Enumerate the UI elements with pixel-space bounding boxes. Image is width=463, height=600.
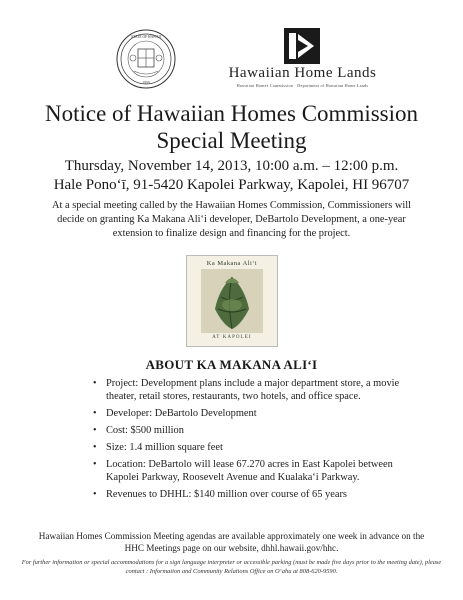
list-item (93, 488, 413, 501)
list-item-text: Revenues to DHHL: $140 million over course of 65 years (106, 489, 347, 501)
title-line-1: Notice of Hawaiian Homes Commission (44, 101, 419, 126)
list-item-text: Location: DeBartolo will lease 67.270 acres in East Kapolei between Kapolei Parkway, Roosevelt Avenue and Kualaka‘i Parkway. (106, 459, 393, 484)
project-logo-title: Ka Makana Ali‘i (206, 260, 258, 267)
intro-paragraph: At a special meeting called by the Hawaiian Homes Commission, Commissioners will decide on granting Ka Makana Ali‘i developer, DeBartolo Development, a one-year extension to finalize design and financing for the project. (52, 200, 411, 239)
title-line-2: Special Meeting (156, 128, 307, 153)
leaf-bundle-icon (201, 269, 263, 333)
org-name: Hawaiian Home Lands (228, 65, 377, 81)
agenda-note: Hawaiian Homes Commission Meeting agendas are available approximately one week in advance on the HHC Meetings page on our website, dhhl.hawaii.gov/hhc. (38, 531, 425, 553)
about-list (93, 377, 413, 505)
list-item (93, 441, 413, 454)
list-item (93, 377, 413, 404)
org-subtitle: Hawaiian Homes Commission · Department of Hawaiian Home Lands (236, 83, 369, 88)
svg-text:1959: 1959 (142, 81, 150, 85)
meeting-details (0, 157, 463, 195)
about-heading: ABOUT KA MAKANA ALI‘I (145, 357, 318, 372)
bullet-icon: • (93, 408, 97, 420)
list-item-text: Project: Development plans include a major department store, a movie theater, retail stores, restaurants, two hotels, and office space. (106, 378, 400, 403)
state-seal-icon (116, 29, 176, 89)
list-item (93, 407, 413, 420)
project-logo-subtitle: AT KAPOLEI (212, 335, 252, 340)
bullet-icon: • (93, 378, 97, 389)
bullet-icon: • (93, 459, 97, 471)
meeting-location: Hale Pono‘ī, 91-5420 Kapolei Parkway, Kapolei, HI 96707 (53, 177, 410, 193)
list-item-text: Cost: $500 million (106, 425, 184, 437)
meeting-datetime: Thursday, November 14, 2013, 10:00 a.m. – 12:00 p.m. (64, 158, 399, 174)
bullet-icon: • (93, 442, 97, 454)
project-logo (186, 255, 278, 347)
bullet-icon: • (93, 489, 97, 501)
svg-text:STATE OF HAWAII: STATE OF HAWAII (131, 35, 161, 39)
list-item (93, 424, 413, 437)
bullet-icon: • (93, 425, 97, 437)
fine-print: For further information or special accommodations for a sign language interpreter or accessible parking (must be made five days prior to the meeting date), please contact : Information and Community Relations Office on O‘ahu at 808-620-9590. (21, 559, 442, 575)
page-title (0, 100, 463, 154)
list-item-text: Developer: DeBartolo Development (106, 408, 257, 420)
list-item (93, 458, 413, 485)
list-item-text: Size: 1.4 million square feet (106, 442, 223, 454)
dhhl-logo-icon (284, 28, 320, 64)
